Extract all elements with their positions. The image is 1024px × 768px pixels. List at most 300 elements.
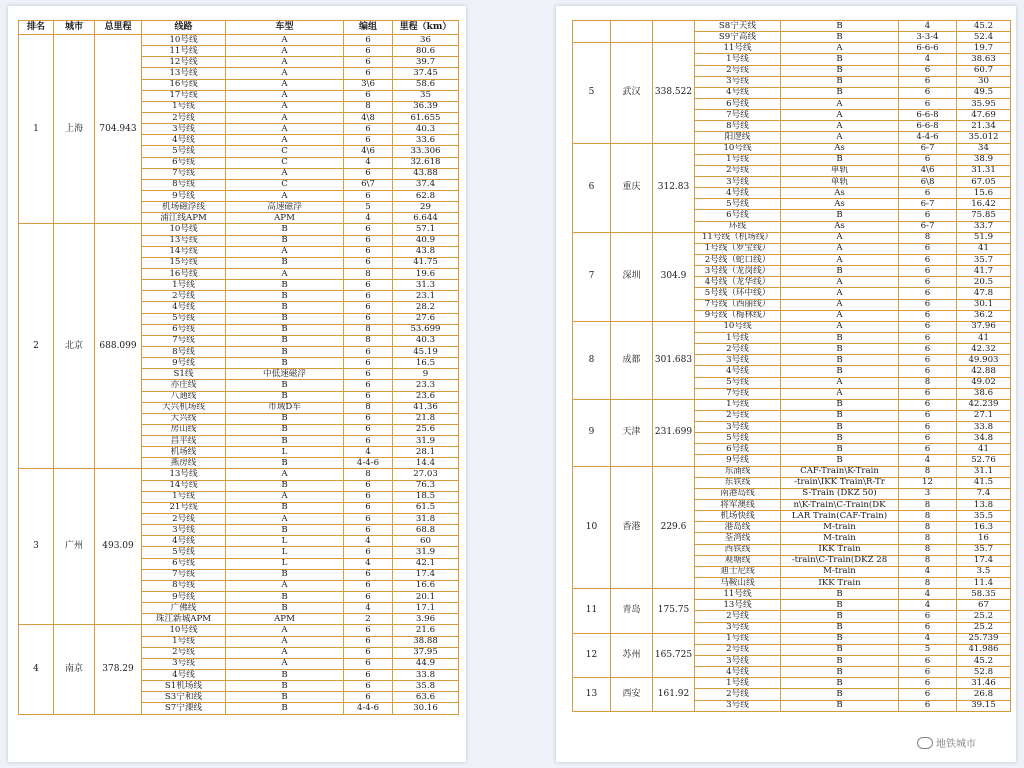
car-type: A [226, 90, 344, 101]
formation: 2 [344, 614, 393, 625]
line-length: 26.8 [957, 689, 1011, 700]
line-length: 9 [393, 369, 459, 380]
line-name: 7号线 [142, 335, 226, 346]
city-rank: 4 [19, 625, 54, 714]
line-length: 17.4 [957, 555, 1011, 566]
car-type: B [781, 422, 899, 433]
line-name: 2号线 [142, 647, 226, 658]
line-length: 20.1 [393, 592, 459, 603]
line-name: 4号线 [695, 366, 781, 377]
formation: 4 [344, 213, 393, 224]
table-row [573, 143, 1011, 154]
line-length: 38.6 [957, 388, 1011, 399]
car-type: A [781, 299, 899, 310]
line-length: 58.6 [393, 79, 459, 90]
line-length: 16.5 [393, 358, 459, 369]
line-name: 2号线 [695, 689, 781, 700]
line-name: 2号线 [695, 644, 781, 655]
document-page-right [556, 6, 1016, 762]
car-type: A [781, 43, 899, 54]
line-length: 33.6 [393, 135, 459, 146]
city-total-length: 304.9 [653, 232, 695, 321]
car-type: A [226, 46, 344, 57]
formation: 6 [344, 135, 393, 146]
car-type: A [781, 310, 899, 321]
car-type: A [226, 135, 344, 146]
line-name: 3号线 [695, 622, 781, 633]
formation: 4 [899, 54, 957, 65]
line-name: 8号线 [142, 179, 226, 190]
line-length: 62.8 [393, 190, 459, 201]
car-type: B [781, 622, 899, 633]
formation: 4 [344, 603, 393, 614]
line-name: 1号线 [695, 54, 781, 65]
formation: 4 [899, 633, 957, 644]
formation: 6 [899, 388, 957, 399]
line-length: 60 [393, 536, 459, 547]
line-name: 1号线 [695, 678, 781, 689]
line-length: 42.88 [957, 366, 1011, 377]
city-rank: 2 [19, 224, 54, 469]
line-length: 67.05 [957, 176, 1011, 187]
formation: 6 [899, 321, 957, 332]
line-name: 观塘线 [695, 555, 781, 566]
car-type: B [226, 391, 344, 402]
formation: 6 [899, 700, 957, 711]
line-name: 6号线 [695, 444, 781, 455]
line-length: 32.618 [393, 157, 459, 168]
line-length: 35.8 [393, 681, 459, 692]
formation: 6 [899, 678, 957, 689]
line-name: 1号线 [695, 399, 781, 410]
line-length: 51.9 [957, 232, 1011, 243]
line-length: 31.46 [957, 678, 1011, 689]
formation: 6 [899, 656, 957, 667]
line-length: 58.35 [957, 589, 1011, 600]
line-length: 38.9 [957, 154, 1011, 165]
line-name: 13号线 [142, 235, 226, 246]
formation: 6 [899, 299, 957, 310]
city-rank: 7 [573, 232, 611, 321]
table-row [573, 321, 1011, 332]
formation: 8 [344, 402, 393, 413]
car-type: L [226, 558, 344, 569]
car-type: L [226, 447, 344, 458]
car-type: C [226, 157, 344, 168]
line-length: 43.88 [393, 168, 459, 179]
line-name: 3号线 [142, 124, 226, 135]
formation: 6 [899, 332, 957, 343]
car-type: 单轨 [781, 176, 899, 187]
line-name: 7号线 [695, 110, 781, 121]
car-type: L [226, 547, 344, 558]
city-total-length: 704.943 [95, 35, 142, 224]
line-length: 37.4 [393, 179, 459, 190]
line-length: 31.1 [957, 466, 1011, 477]
table-body-left [19, 35, 459, 715]
line-name: 1号线（罗宝线） [695, 243, 781, 254]
header-length: 里程（km） [393, 21, 459, 35]
line-length: 63.6 [393, 692, 459, 703]
line-length: 35.7 [957, 544, 1011, 555]
car-type: A [226, 491, 344, 502]
formation: 6 [899, 355, 957, 366]
line-name: 1号线 [695, 332, 781, 343]
line-length: 16 [957, 533, 1011, 544]
car-type: B [226, 291, 344, 302]
line-name: 5号线 [142, 547, 226, 558]
city-total-length: 229.6 [653, 466, 695, 589]
line-length: 25.2 [957, 611, 1011, 622]
line-length: 31.3 [393, 280, 459, 291]
car-type: A [781, 388, 899, 399]
metro-mileage-table-left [18, 20, 459, 715]
formation: 6 [899, 344, 957, 355]
city-name: 上海 [54, 35, 95, 224]
table-row [573, 399, 1011, 410]
line-name: S1线 [142, 369, 226, 380]
car-type: A [781, 110, 899, 121]
formation: 6 [344, 514, 393, 525]
car-type: A [781, 98, 899, 109]
formation: 6 [899, 210, 957, 221]
city-rank: 5 [573, 43, 611, 143]
formation: 4\6 [899, 165, 957, 176]
formation: 6 [344, 380, 393, 391]
line-length: 16.6 [393, 580, 459, 591]
formation: 6 [899, 667, 957, 678]
line-length: 52.8 [957, 667, 1011, 678]
line-length: 31.9 [393, 547, 459, 558]
formation: 4 [899, 600, 957, 611]
car-type: B [781, 76, 899, 87]
table-row [573, 466, 1011, 477]
car-type: A [226, 246, 344, 257]
formation: 6 [344, 670, 393, 681]
line-name: 2号线 [695, 65, 781, 76]
car-type: B [226, 235, 344, 246]
line-length: 23.1 [393, 291, 459, 302]
city-rank: 8 [573, 321, 611, 399]
formation: 6 [344, 190, 393, 201]
line-length: 52.4 [957, 32, 1011, 43]
formation: 6 [344, 491, 393, 502]
car-type: B [226, 569, 344, 580]
car-type: B [226, 324, 344, 335]
car-type: B [781, 266, 899, 277]
line-name: 4号线 [142, 135, 226, 146]
formation: 6 [344, 302, 393, 313]
car-type: B [226, 692, 344, 703]
formation: 4-4-6 [344, 703, 393, 714]
formation: 4-4-6 [899, 132, 957, 143]
line-length: 27.03 [393, 469, 459, 480]
line-length: 80.6 [393, 46, 459, 57]
line-name: 16号线 [142, 79, 226, 90]
line-length: 25.2 [957, 622, 1011, 633]
line-name: 9号线 [142, 592, 226, 603]
car-type: S-Train (DKZ 50) [781, 488, 899, 499]
line-length: 27.6 [393, 313, 459, 324]
formation: 6 [344, 547, 393, 558]
formation: 8 [344, 335, 393, 346]
line-name: 2号线 [142, 112, 226, 123]
formation: 6 [344, 391, 393, 402]
line-length: 39.15 [957, 700, 1011, 711]
line-name: 16号线 [142, 268, 226, 279]
formation: 6 [344, 625, 393, 636]
line-length: 41.36 [393, 402, 459, 413]
formation: 6\8 [899, 176, 957, 187]
line-length: 15.6 [957, 188, 1011, 199]
formation: 6 [899, 87, 957, 98]
car-type: 高速磁浮 [226, 202, 344, 213]
line-length: 49.02 [957, 377, 1011, 388]
car-type: B [781, 589, 899, 600]
line-name: 6号线 [142, 157, 226, 168]
line-name: 17号线 [142, 90, 226, 101]
line-name: 2号线 [695, 165, 781, 176]
car-type: A [226, 647, 344, 658]
formation: 6 [899, 188, 957, 199]
line-name: S9宁高线 [695, 32, 781, 43]
formation: 6 [344, 580, 393, 591]
city-name: 成都 [611, 321, 653, 399]
car-type: B [781, 678, 899, 689]
formation: 6 [344, 436, 393, 447]
line-name: 5号线（环中线） [695, 288, 781, 299]
city-name: 武汉 [611, 43, 653, 143]
line-name: 3号线 [695, 176, 781, 187]
line-name: 4号线 [142, 670, 226, 681]
formation: 6 [899, 154, 957, 165]
car-type: B [781, 433, 899, 444]
formation: 3 [899, 488, 957, 499]
line-name: 4号线（龙华线） [695, 277, 781, 288]
formation: 4 [344, 558, 393, 569]
car-type: A [226, 124, 344, 135]
formation: 6-6-8 [899, 110, 957, 121]
header-type: 车型 [226, 21, 344, 35]
formation: 6 [344, 235, 393, 246]
line-length: 34.8 [957, 433, 1011, 444]
car-type: B [781, 689, 899, 700]
line-name: 9号线 [695, 455, 781, 466]
car-type: As [781, 188, 899, 199]
car-type: A [226, 168, 344, 179]
line-name: 11号线 [142, 46, 226, 57]
car-type: B [781, 332, 899, 343]
car-type: A [781, 132, 899, 143]
line-name: 9号线 [142, 358, 226, 369]
line-name: 6号线 [695, 98, 781, 109]
car-type: A [226, 101, 344, 112]
city-total-length: 231.699 [653, 399, 695, 466]
car-type: IKK Train [781, 578, 899, 589]
line-length: 25.6 [393, 424, 459, 435]
formation: 6 [344, 358, 393, 369]
formation: 8 [899, 578, 957, 589]
line-name: 9号线 [142, 190, 226, 201]
city-total-length: 338.522 [653, 43, 695, 143]
header-city: 城市 [54, 21, 95, 35]
table-row [573, 43, 1011, 54]
line-name: 昌平线 [142, 436, 226, 447]
formation: 6 [344, 636, 393, 647]
car-type: L [226, 536, 344, 547]
city-name: 香港 [611, 466, 653, 589]
document-page-left [8, 6, 466, 762]
city-total-length: 493.09 [95, 469, 142, 625]
formation: 8 [344, 324, 393, 335]
line-length: 53.699 [393, 324, 459, 335]
line-length: 16.3 [957, 522, 1011, 533]
line-name: 2号线 [695, 410, 781, 421]
city-total-length: 175.75 [653, 589, 695, 634]
city-name: 南京 [54, 625, 95, 714]
formation: 6 [344, 246, 393, 257]
line-name: 3号线 [695, 700, 781, 711]
line-length: 41 [957, 444, 1011, 455]
line-length: 23.3 [393, 380, 459, 391]
city-rank: 10 [573, 466, 611, 589]
line-name: 燕房线 [142, 458, 226, 469]
car-type: -train\IKK Train\R-Tr [781, 477, 899, 488]
city-total-length [653, 21, 695, 43]
line-name: 2号线 [142, 291, 226, 302]
formation: 4 [899, 455, 957, 466]
line-name: 6号线 [695, 210, 781, 221]
line-name: 1号线 [142, 491, 226, 502]
line-name: 大兴线 [142, 413, 226, 424]
line-name: 将军澳线 [695, 500, 781, 511]
car-type: A [226, 580, 344, 591]
formation: 6 [344, 168, 393, 179]
line-name: S3宁和线 [142, 692, 226, 703]
line-name: 迪士尼线 [695, 566, 781, 577]
car-type: A [226, 636, 344, 647]
line-name: 5号线 [695, 377, 781, 388]
line-length: 36.39 [393, 101, 459, 112]
car-type: 单轨 [781, 165, 899, 176]
car-type: B [226, 346, 344, 357]
line-length: 31.9 [393, 436, 459, 447]
table-header-row [19, 21, 459, 35]
line-name: 大兴机场线 [142, 402, 226, 413]
line-name: S8宁天线 [695, 21, 781, 32]
car-type: A [226, 68, 344, 79]
car-type: A [781, 277, 899, 288]
line-name: 21号线 [142, 502, 226, 513]
car-type: A [226, 190, 344, 201]
formation: 8 [899, 232, 957, 243]
line-name: 1号线 [695, 633, 781, 644]
table-row [573, 678, 1011, 689]
city-rank: 6 [573, 143, 611, 232]
car-type: B [781, 210, 899, 221]
car-type: C [226, 179, 344, 190]
line-name: 2号线 [695, 611, 781, 622]
formation: 6 [344, 313, 393, 324]
line-name: 6号线 [142, 558, 226, 569]
watermark [917, 735, 976, 750]
line-name: 南港岛线 [695, 488, 781, 499]
car-type: As [781, 221, 899, 232]
car-type: LAR Train(CAF-Train) [781, 511, 899, 522]
car-type: B [781, 410, 899, 421]
line-name: 机场线 [142, 447, 226, 458]
formation: 6 [344, 647, 393, 658]
car-type: A [226, 35, 344, 46]
line-name: 1号线 [142, 280, 226, 291]
formation: 8 [899, 466, 957, 477]
car-type: B [781, 344, 899, 355]
header-line: 线路 [142, 21, 226, 35]
formation: 8 [344, 469, 393, 480]
line-length: 36.2 [957, 310, 1011, 321]
line-name: 5号线 [142, 313, 226, 324]
car-type: A [781, 243, 899, 254]
line-name: 1号线 [695, 154, 781, 165]
line-length: 35.7 [957, 254, 1011, 265]
car-type: B [226, 224, 344, 235]
car-type: B [226, 358, 344, 369]
formation: 6 [899, 399, 957, 410]
formation: 4\6 [344, 146, 393, 157]
car-type: B [226, 592, 344, 603]
line-name: 10号线 [142, 35, 226, 46]
car-type: B [781, 600, 899, 611]
formation: 6 [899, 611, 957, 622]
formation: 6 [899, 76, 957, 87]
city-name: 重庆 [611, 143, 653, 232]
line-name: 2号线 [695, 344, 781, 355]
table-row [573, 21, 1011, 32]
line-name: 7号线 [142, 168, 226, 179]
line-name: 3号线 [695, 76, 781, 87]
line-length: 18.5 [393, 491, 459, 502]
city-name [611, 21, 653, 43]
formation: 6 [344, 90, 393, 101]
formation: 6 [899, 243, 957, 254]
line-length: 20.5 [957, 277, 1011, 288]
line-length: 33.8 [957, 422, 1011, 433]
car-type: B [781, 700, 899, 711]
line-name: 9号线（梅林线） [695, 310, 781, 321]
line-length: 60.7 [957, 65, 1011, 76]
line-name: 3号线 [695, 355, 781, 366]
city-rank: 12 [573, 633, 611, 678]
formation: 6-7 [899, 143, 957, 154]
car-type: B [781, 656, 899, 667]
car-type: B [226, 480, 344, 491]
line-name: 13号线 [142, 68, 226, 79]
car-type: B [226, 436, 344, 447]
formation: 6 [899, 98, 957, 109]
car-type: B [781, 87, 899, 98]
line-length: 3.96 [393, 614, 459, 625]
formation: 6\7 [344, 179, 393, 190]
line-name: 14号线 [142, 480, 226, 491]
car-type: B [226, 681, 344, 692]
line-name: 4号线 [142, 536, 226, 547]
line-length: 43.8 [393, 246, 459, 257]
line-name: 4号线 [695, 87, 781, 98]
line-name: 13号线 [695, 600, 781, 611]
line-name: 房山线 [142, 424, 226, 435]
line-length: 11.4 [957, 578, 1011, 589]
line-name: 10号线 [695, 321, 781, 332]
